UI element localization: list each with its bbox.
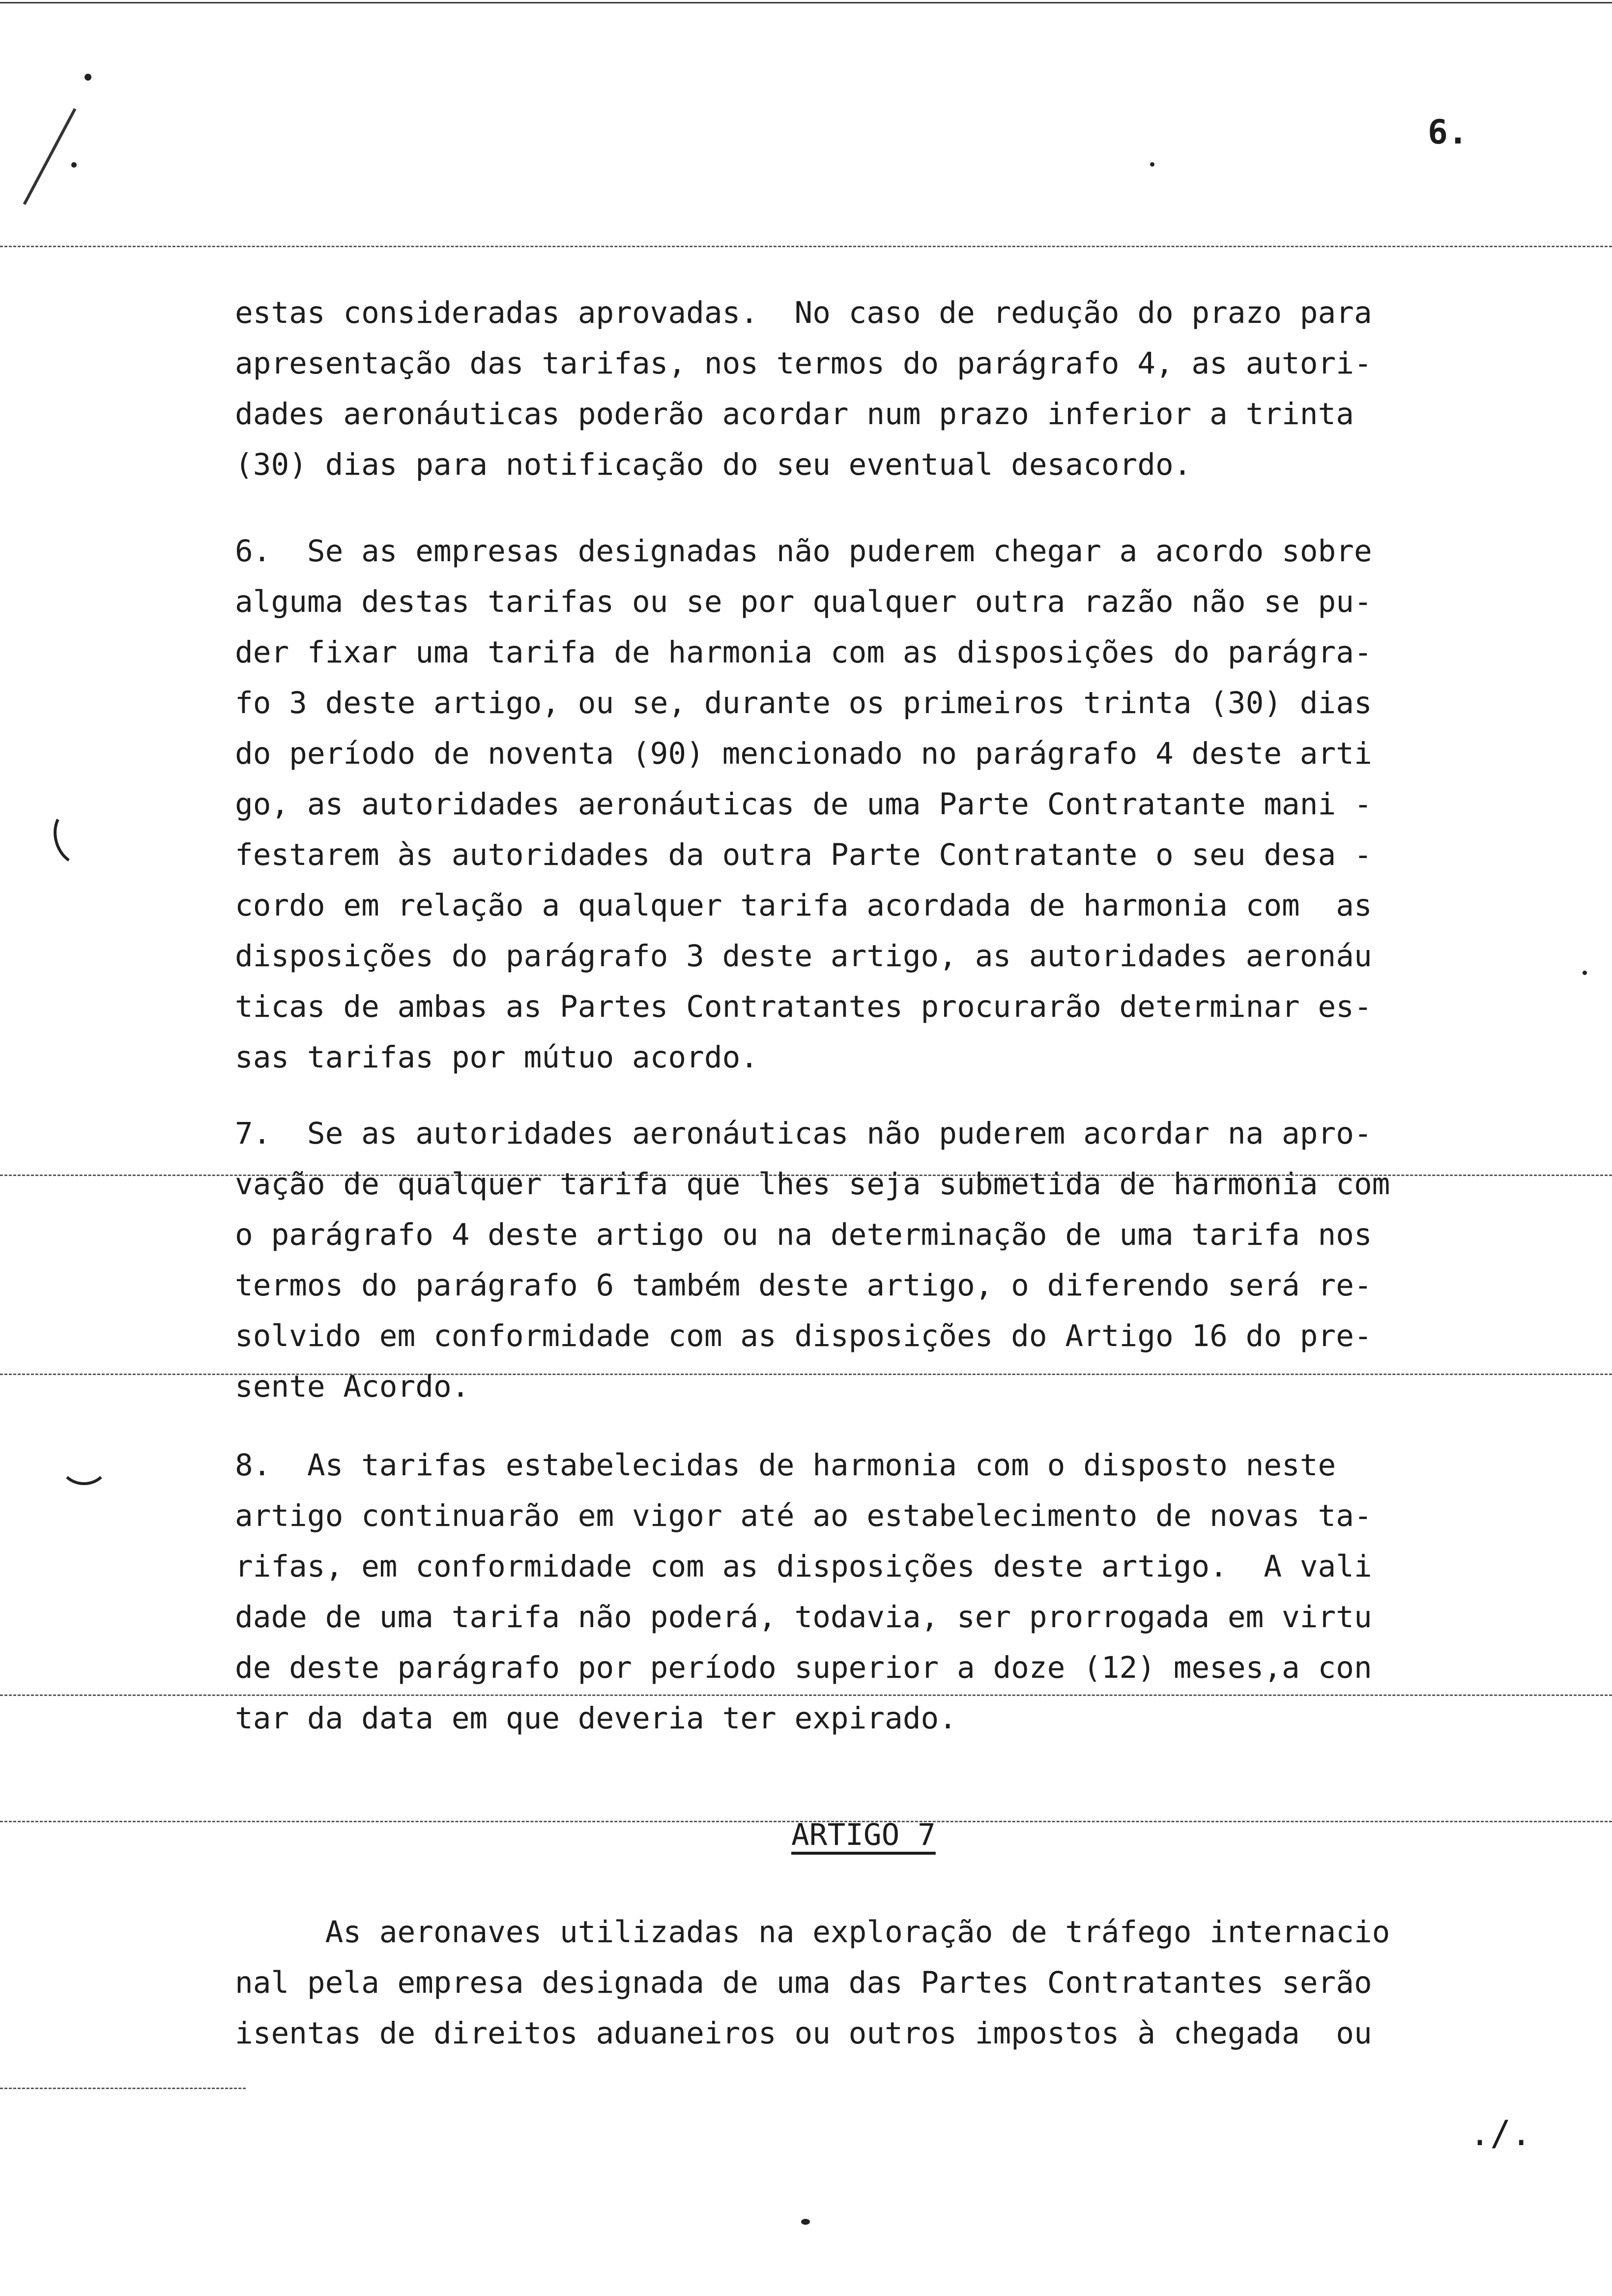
speck — [1583, 971, 1587, 975]
text-line: As aeronaves utilizadas na exploração de tráfego internacio — [235, 1915, 1390, 1950]
text-line: der fixar uma tarifa de harmonia com as disposições do parágra- — [235, 635, 1372, 670]
text-line: solvido em conformidade com as disposições do Artigo 16 do pre- — [235, 1319, 1372, 1353]
text-line: fo 3 deste artigo, ou se, durante os primeiros trinta (30) dias — [235, 686, 1372, 720]
paragraph-7 — [235, 1108, 1390, 1412]
text-line: estas consideradas aprovadas. No caso de redução do prazo para — [235, 295, 1372, 330]
text-line: isentas de direitos aduaneiros ou outros impostos à chegada ou — [235, 2016, 1372, 2051]
punch-hole-mark — [59, 1440, 109, 1485]
paragraph-5-continuation — [235, 287, 1372, 490]
text-line: ticas de ambas as Partes Contratantes procurarão determinar es- — [235, 989, 1372, 1024]
text-line: termos do parágrafo 6 também deste artigo, o diferendo será re- — [235, 1268, 1372, 1303]
paragraph-8 — [235, 1440, 1372, 1744]
punch-hole-mark — [47, 801, 109, 871]
text-line: 8. As tarifas estabelecidas de harmonia com o disposto neste — [235, 1448, 1336, 1483]
text-line: festarem às autoridades da outra Parte Contratante o seu desa - — [235, 837, 1372, 872]
text-line: alguma destas tarifas ou se por qualquer outra razão não se pu- — [235, 584, 1372, 619]
header-dashed-line — [0, 246, 1612, 247]
continuation-mark: ./. — [1469, 2113, 1532, 2153]
text-line: do período de noventa (90) mencionado no parágrafo 4 deste arti — [235, 736, 1372, 771]
text-line: sas tarifas por mútuo acordo. — [235, 1040, 759, 1075]
article-7-paragraph — [235, 1907, 1390, 2059]
text-line: artigo continuarão em vigor até ao estabelecimento de novas ta- — [235, 1498, 1372, 1533]
text-line: dades aeronáuticas poderão acordar num prazo inferior a trinta — [235, 397, 1354, 431]
text-line: vação de qualquer tarifa que lhes seja submetida de harmonia com — [235, 1167, 1390, 1202]
text-line: nal pela empresa designada de uma das Partes Contratantes serão — [235, 1965, 1372, 2000]
speck — [1150, 162, 1154, 167]
text-line: (30) dias para notificação do seu eventual desacordo. — [235, 447, 1192, 482]
speck — [801, 2219, 810, 2225]
text-line: 6. Se as empresas designadas não puderem chegar a acordo sobre — [235, 534, 1372, 569]
text-line: rifas, em conformidade com as disposições deste artigo. A vali — [235, 1549, 1372, 1584]
speck — [71, 162, 77, 168]
text-line: o parágrafo 4 deste artigo ou na determinação de uma tarifa nos — [235, 1217, 1372, 1252]
pen-stroke — [23, 108, 77, 205]
text-line: disposições do parágrafo 3 deste artigo, as autoridades aeronáu — [235, 939, 1372, 974]
text-line: 7. Se as autoridades aeronáuticas não puderem acordar na apro- — [235, 1116, 1372, 1151]
text-line: tar da data em que deveria ter expirado. — [235, 1701, 957, 1736]
text-line: dade de uma tarifa não poderá, todavia, ser prorrogada em virtu — [235, 1600, 1372, 1635]
top-edge-line — [0, 2, 1612, 3]
speck — [85, 74, 91, 81]
text-line: cordo em relação a qualquer tarifa acordada de harmonia com as — [235, 888, 1372, 923]
text-line: go, as autoridades aeronáuticas de uma Parte Contratante mani - — [235, 787, 1372, 822]
text-line: sente Acordo. — [235, 1369, 470, 1404]
text-line: apresentação das tarifas, nos termos do parágrafo 4, as autori- — [235, 346, 1372, 381]
text-line: de deste parágrafo por período superior a doze (12) meses,a con — [235, 1650, 1372, 1685]
scan-line — [0, 2088, 246, 2089]
article-heading: ARTIGO 7 — [791, 1817, 936, 1852]
page-number: 6. — [1428, 113, 1468, 152]
paragraph-6 — [235, 526, 1372, 1083]
